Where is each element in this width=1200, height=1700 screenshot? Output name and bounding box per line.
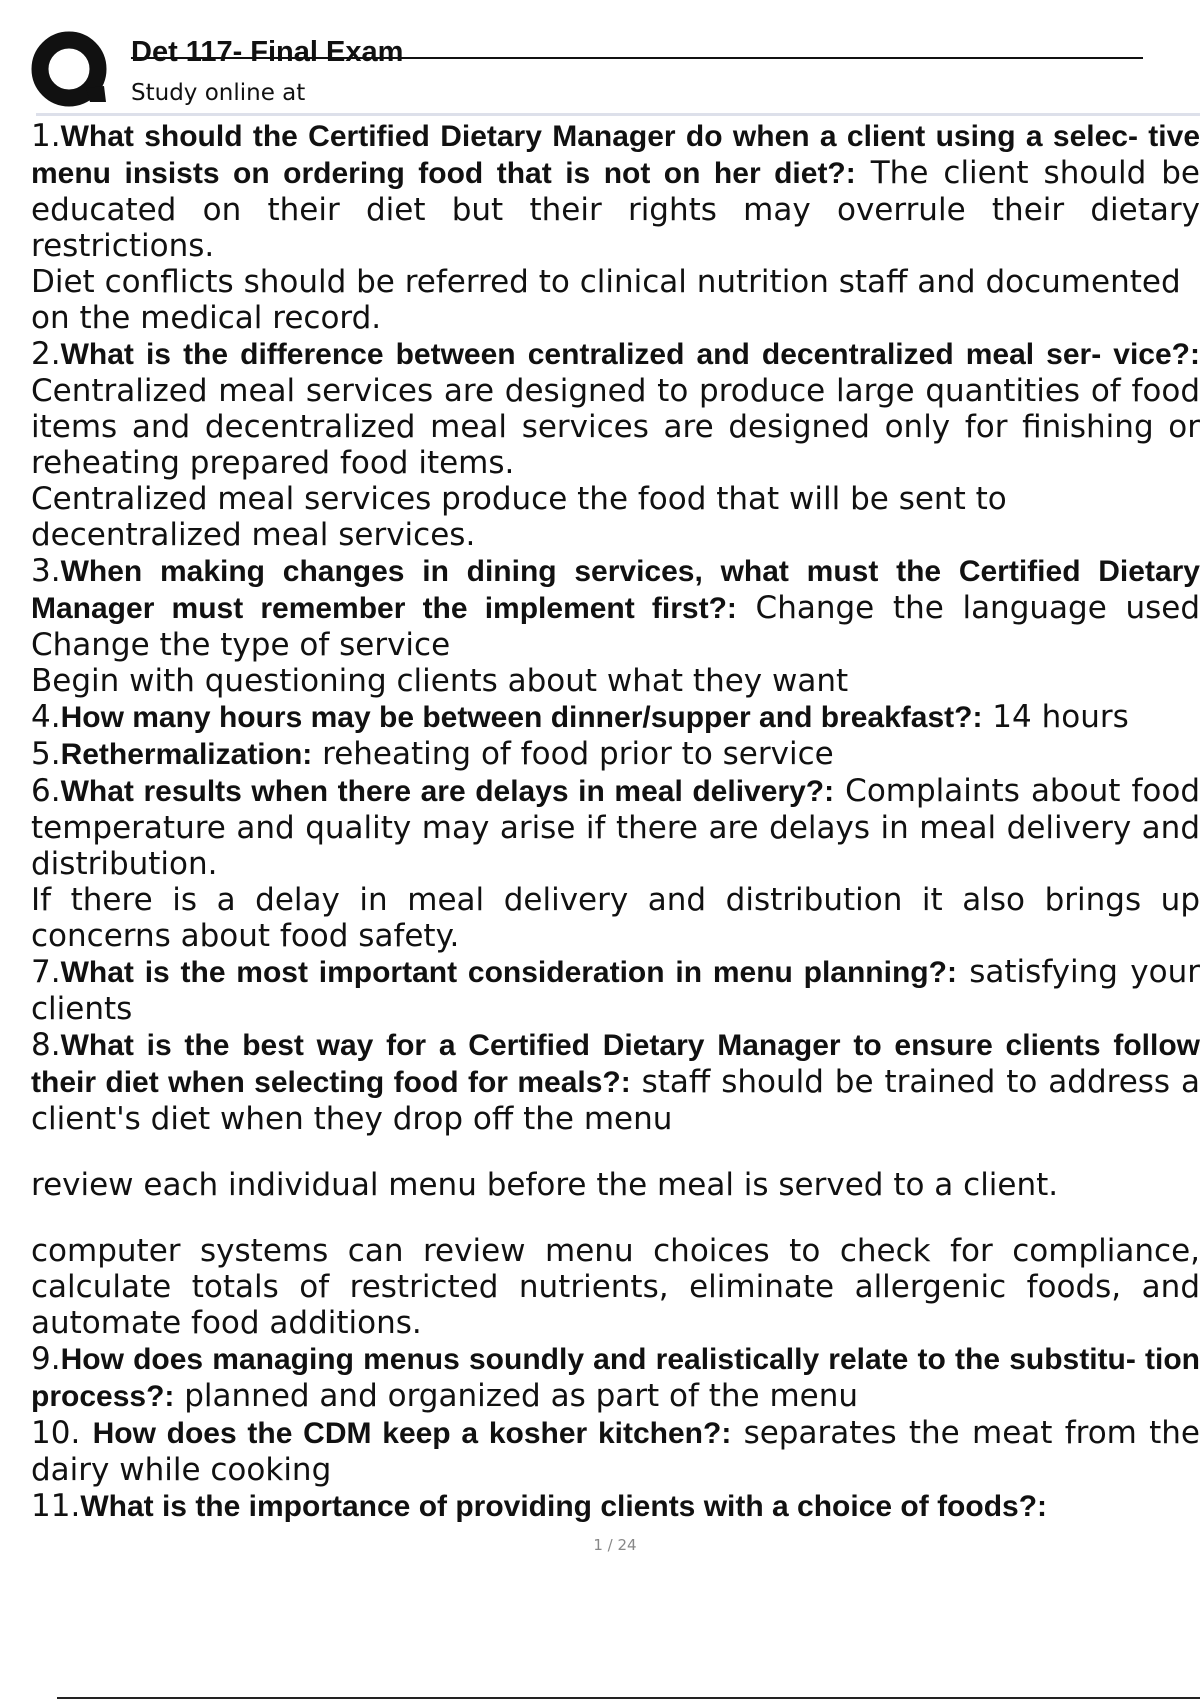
qa-item [31,954,1200,1027]
answer: 14 hours [982,699,1129,735]
question: When making changes in dining services, what must the Certified Dietary Manager must remember the implement first?: [31,555,1200,625]
question: What is the best way for a Certified Dietary Manager to ensure clients follow their diet when selecting food for meals?: [31,1029,1200,1099]
answer-continuation: Centralized meal services produce the food that will be sent to decentralized meal services. [31,481,1007,553]
qa-item [31,553,1200,663]
document-subtitle: Study online at [131,80,306,106]
answer-continuation: computer systems can review menu choices to check for compliance, calculate totals of restricted nutrients, eliminate allergenic foods, and automate food additions. [31,1233,1200,1341]
question: How does managing menus soundly and realistically relate to the substitu- tion process?: [31,1343,1200,1413]
header-divider [36,113,1200,116]
item-number: 11. [31,1488,81,1524]
question: What is the most important consideration in menu planning?: [60,956,957,989]
answer: Centralized meal services are designed to produce large quantities of food items and decentralized meal services are designed only for finishing or reheating prepared food items. [31,373,1200,481]
question: What should the Certified Dietary Manager do when a client using a selec- tive menu insists on ordering food that is not on her diet?: [31,120,1200,190]
answer-continuation: If there is a delay in meal delivery and distribution it also brings up concerns about food safety. [31,882,1200,954]
item-number: 10. [31,1415,93,1451]
qa-content [31,118,1200,1525]
question: How many hours may be between dinner/supper and breakfast?: [60,701,983,734]
answer: reheating of food prior to service [312,736,834,772]
document-title: Det 117- Final Exam [131,36,404,68]
question: Rethermalization: [60,738,313,771]
answer: Complaints about food temperature and quality may arise if there are delays in meal delivery and distribution. [31,773,1200,882]
answer-continuation: review each individual menu before the meal is served to a client. [31,1167,1059,1203]
item-number: 7. [31,954,61,990]
qa-item [31,1415,1200,1488]
item-number: 9. [31,1341,61,1377]
item-number: 6. [31,773,61,809]
item-number: 3. [31,553,61,589]
qa-item [31,736,1200,773]
answer: The client should be educated on their diet but their rights may overrule their dietary restrictions. [31,155,1200,264]
answer: separates the meat from the dairy while cooking [31,1415,1200,1488]
item-number: 2. [31,336,61,372]
question: How does the CDM keep a kosher kitchen?: [92,1417,732,1450]
item-number: 5. [31,736,61,772]
answer: staff should be trained to address a client's diet when they drop off the menu [31,1064,1200,1137]
qa-item [31,118,1200,264]
answer: Change the language used Change the type of service [31,590,1200,663]
qa-item [31,773,1200,882]
item-number: 1. [31,118,61,154]
question: What is the importance of providing clients with a choice of foods?: [80,1490,1048,1523]
answer: planned and organized as part of the menu [174,1378,859,1414]
qa-item [31,1341,1200,1415]
item-number: 8. [31,1027,61,1063]
answer-continuation: Begin with questioning clients about what they want [31,663,849,699]
answer: satisfying your clients [31,954,1200,1027]
bottom-rule [57,1697,1200,1699]
qa-item [31,1488,1200,1525]
qa-item [31,1027,1200,1137]
question: What results when there are delays in meal delivery?: [60,775,835,808]
qa-item [31,336,1200,481]
title-rule [131,57,1143,59]
question: What is the difference between centralized and decentralized meal ser- vice?: [60,338,1200,371]
item-number: 4. [31,699,61,735]
answer-continuation: Diet conflicts should be referred to clinical nutrition staff and documented on the medical record. [31,264,1181,336]
quizlet-logo-icon [30,30,112,112]
qa-item [31,699,1200,736]
page-number: 1 / 24 [593,1536,637,1554]
document-header [0,0,1200,118]
